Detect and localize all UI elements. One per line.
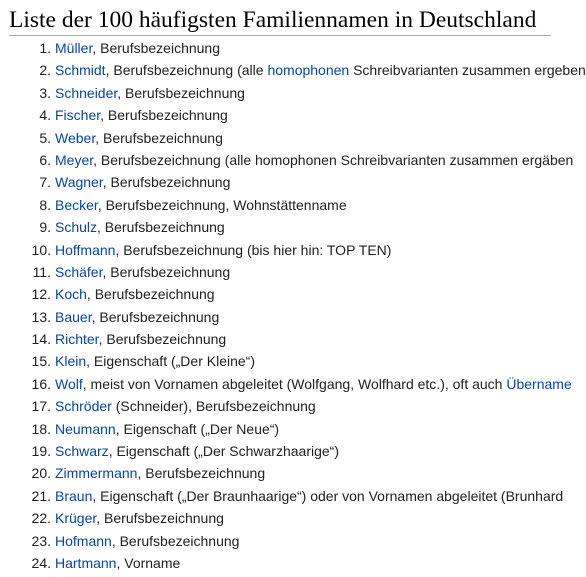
- list-item-content: [55, 283, 215, 305]
- list-item: [0, 350, 551, 372]
- description-text: , meist von Vornamen abgeleitet (Wolfgang, Wolfhard etc.), oft auch: [82, 375, 507, 392]
- surname-link[interactable]: Schulz: [55, 219, 98, 236]
- list-item-content: [55, 485, 563, 507]
- list-item-number: 11.: [32, 263, 51, 280]
- list-item: [0, 171, 551, 193]
- list-item-number: 21.: [31, 487, 51, 504]
- description-text: , Berufsbezeichnung: [102, 174, 231, 191]
- list-item-number: 19.: [31, 443, 51, 460]
- list-item-content: [55, 171, 230, 193]
- description-text: , Berufsbezeichnung: [96, 510, 224, 527]
- list-item-number: 14.: [31, 331, 51, 348]
- description-text: , Berufsbezeichnung: [91, 308, 220, 325]
- list-item-content: [55, 149, 573, 171]
- list-item-content: [55, 418, 279, 440]
- list-item-content: [55, 37, 220, 59]
- surname-link[interactable]: Schneider: [55, 84, 118, 101]
- list-item-number: 17.: [31, 398, 51, 415]
- description-text: , Berufsbezeichnung: [102, 263, 231, 280]
- description-text: , Berufsbezeichnung: [117, 84, 245, 101]
- description-text: , Eigenschaft („Der Neue“): [115, 420, 280, 437]
- surname-link[interactable]: Zimmermann: [55, 465, 138, 482]
- inline-term-link[interactable]: Übername: [506, 375, 572, 392]
- description-text: , Berufsbezeichnung: [86, 286, 215, 303]
- description-text: , Berufsbezeichnung, Wohnstättenname: [97, 196, 347, 213]
- description-text: , Berufsbezeichnung (bis hier hin: TOP TEN): [115, 241, 392, 258]
- list-item-number: 16.: [31, 375, 51, 392]
- surname-link[interactable]: Meyer: [55, 151, 94, 168]
- list-item-number: 4.: [39, 107, 51, 124]
- surname-link[interactable]: Schwarz: [55, 443, 109, 460]
- list-item-number: 9.: [39, 219, 51, 236]
- surname-link[interactable]: Koch: [55, 286, 87, 303]
- surname-link[interactable]: Schäfer: [55, 263, 103, 280]
- list-item-number: 13.: [31, 308, 51, 325]
- list-item: [0, 239, 551, 261]
- surname-link[interactable]: Müller: [55, 40, 93, 56]
- surname-link[interactable]: Klein: [55, 353, 87, 370]
- list-item: [0, 440, 551, 462]
- description-text: , Berufsbezeichnung (alle homophonen Schreibvarianten zusammen ergäben: [93, 151, 574, 168]
- list-item-content: [55, 440, 339, 462]
- surname-list: [0, 37, 586, 574]
- description-text: (Schneider), Berufsbezeichnung: [111, 398, 316, 415]
- description-text: , Berufsbezeichnung: [100, 107, 228, 124]
- surname-link[interactable]: Wolf: [55, 375, 83, 392]
- list-item: [0, 328, 551, 350]
- list-item-content: [55, 395, 316, 417]
- list-item-content: [55, 462, 265, 484]
- list-item-content: [55, 127, 223, 149]
- surname-link[interactable]: Fischer: [55, 107, 101, 124]
- list-item: [0, 306, 551, 328]
- list-item-content: [55, 350, 255, 372]
- list-item-content: [55, 530, 239, 552]
- list-item-number: 8.: [39, 196, 51, 213]
- list-item: [0, 418, 551, 440]
- description-text: , Berufsbezeichnung: [95, 129, 223, 146]
- list-item: [0, 462, 551, 484]
- list-item-number: 23.: [31, 532, 51, 549]
- surname-link[interactable]: Braun: [55, 487, 93, 504]
- list-item: [0, 552, 551, 574]
- list-item: [0, 485, 564, 507]
- list-item: [0, 530, 551, 552]
- list-item: [0, 37, 551, 59]
- description-text: , Eigenschaft („Der Schwarzhaarige“): [108, 443, 339, 460]
- list-item-content: [55, 82, 245, 104]
- list-item-number: 18.: [31, 420, 51, 437]
- inline-term-link[interactable]: homophonen: [267, 62, 350, 79]
- list-item-content: [55, 261, 230, 283]
- surname-link[interactable]: Schröder: [55, 398, 112, 415]
- surname-link[interactable]: Krüger: [55, 510, 97, 527]
- page-title: Liste der 100 häufigsten Familiennamen in Deutschland: [9, 7, 537, 33]
- list-item-number: 1.: [39, 40, 51, 56]
- surname-link[interactable]: Hofmann: [55, 532, 112, 549]
- list-item-content: [55, 328, 226, 350]
- list-item: [0, 283, 551, 305]
- list-item-number: 2.: [39, 62, 51, 79]
- description-text: , Berufsbezeichnung: [137, 465, 266, 482]
- list-item: [0, 261, 551, 283]
- surname-link[interactable]: Becker: [55, 196, 98, 213]
- description-text: , Eigenschaft („Der Kleine“): [86, 353, 255, 370]
- list-item-content: [55, 194, 347, 216]
- list-item-number: 10.: [31, 241, 51, 258]
- surname-link[interactable]: Neumann: [55, 420, 116, 437]
- list-item: [0, 395, 551, 417]
- list-item-content: [55, 552, 180, 574]
- list-item: [0, 82, 551, 104]
- surname-link[interactable]: Wagner: [55, 174, 103, 191]
- description-text: Schreibvarianten zusammen ergeben: [349, 62, 586, 79]
- list-item-number: 20.: [31, 465, 51, 482]
- list-item-number: 5.: [39, 129, 51, 146]
- list-item-content: [55, 507, 224, 529]
- description-text: , Berufsbezeichnung: [92, 40, 220, 56]
- list-item-number: 7.: [39, 174, 51, 191]
- list-item-number: 15.: [31, 353, 51, 370]
- surname-link[interactable]: Hoffmann: [55, 241, 116, 258]
- list-item-content: [55, 306, 219, 328]
- list-item-number: 22.: [31, 510, 51, 527]
- surname-link[interactable]: Schmidt: [55, 62, 106, 79]
- list-item-number: 3.: [39, 84, 51, 101]
- list-item-number: 12.: [31, 286, 51, 303]
- list-item: [0, 59, 586, 81]
- list-item-content: [55, 59, 586, 81]
- description-text: , Vorname: [116, 554, 181, 571]
- heading-divider: [9, 35, 551, 36]
- list-item-content: [55, 216, 225, 238]
- list-item: [0, 216, 551, 238]
- surname-link[interactable]: Weber: [55, 129, 96, 146]
- surname-link[interactable]: Hartmann: [55, 554, 117, 571]
- list-item-content: [55, 373, 572, 395]
- surname-link[interactable]: Richter: [55, 331, 99, 348]
- list-item-number: 6.: [39, 151, 51, 168]
- list-item: [0, 104, 551, 126]
- list-item-number: 24.: [31, 554, 51, 571]
- list-item: [0, 149, 574, 171]
- surname-link[interactable]: Bauer: [55, 308, 92, 325]
- description-text: , Berufsbezeichnung: [97, 219, 225, 236]
- list-item: [0, 507, 551, 529]
- description-text: , Berufsbezeichnung: [98, 331, 227, 348]
- list-item-content: [55, 239, 391, 261]
- description-text: , Berufsbezeichnung (alle: [105, 62, 268, 79]
- list-item: [0, 194, 551, 216]
- list-item: [0, 127, 551, 149]
- description-text: , Berufsbezeichnung: [111, 532, 240, 549]
- description-text: , Eigenschaft („Der Braunhaarige“) oder von Vornamen abgeleitet (Brunhard: [92, 487, 564, 504]
- list-item: [0, 373, 572, 395]
- list-item-content: [55, 104, 228, 126]
